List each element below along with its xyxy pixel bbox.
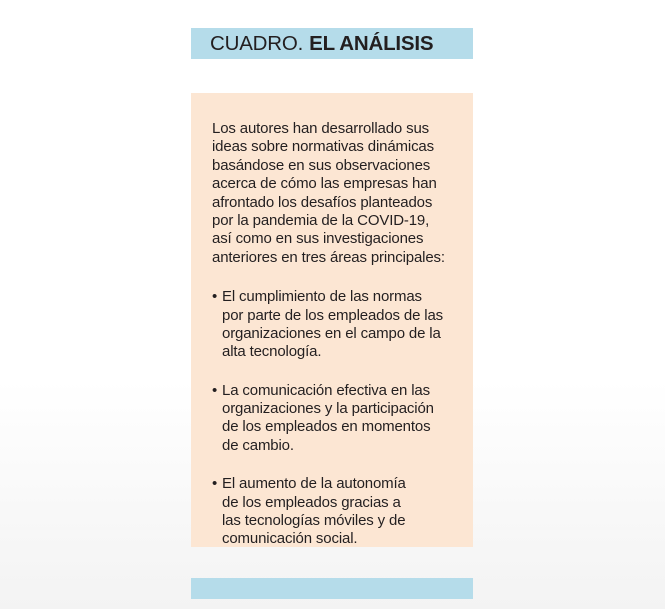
bullet-line: La comunicación efectiva en las xyxy=(222,381,430,399)
intro-line: afrontado los desafíos planteados xyxy=(212,193,433,211)
bullet-line: organizaciones y la participación xyxy=(222,400,434,418)
bullet-icon: • xyxy=(212,475,218,493)
bullet-line: las tecnologías móviles y de xyxy=(222,511,406,529)
bullet-line: organizaciones en el campo de la xyxy=(222,325,441,343)
content-box xyxy=(191,93,473,547)
bullet-item-autonomy xyxy=(212,475,463,549)
intro-line: por la pandemia de la COVID-19, xyxy=(212,212,430,230)
bullet-line: por parte de los empleados de las xyxy=(222,306,444,324)
footer-bar xyxy=(191,578,473,599)
intro-line: acerca de cómo las empresas han xyxy=(212,175,437,193)
bullet-line: de los empleados gracias a xyxy=(222,493,401,511)
bullet-line: El aumento de la autonomía xyxy=(222,475,406,493)
header-bar xyxy=(191,28,473,59)
bullet-item-communication xyxy=(212,382,463,456)
bullet-line: de cambio. xyxy=(222,436,294,454)
bullet-icon: • xyxy=(212,381,218,399)
bullet-line: comunicación social. xyxy=(222,530,358,548)
bullet-line: alta tecnología. xyxy=(222,343,322,361)
bullet-line: El cumplimiento de las normas xyxy=(222,288,422,306)
intro-line: Los autores han desarrollado sus xyxy=(212,120,430,137)
header-title: EL ANÁLISIS xyxy=(309,31,434,55)
intro-line: anteriores en tres áreas principales: xyxy=(212,248,445,266)
header-prefix: CUADRO. xyxy=(210,31,304,55)
bullet-list xyxy=(212,288,463,548)
intro-paragraph xyxy=(212,120,463,267)
bullet-item-compliance xyxy=(212,288,463,362)
intro-line: así como en sus investigaciones xyxy=(212,230,424,248)
intro-line: ideas sobre normativas dinámicas xyxy=(212,138,434,156)
intro-line: basándose en sus observaciones xyxy=(212,156,431,174)
bullet-icon: • xyxy=(212,288,218,306)
bullet-line: de los empleados en momentos xyxy=(222,418,431,436)
